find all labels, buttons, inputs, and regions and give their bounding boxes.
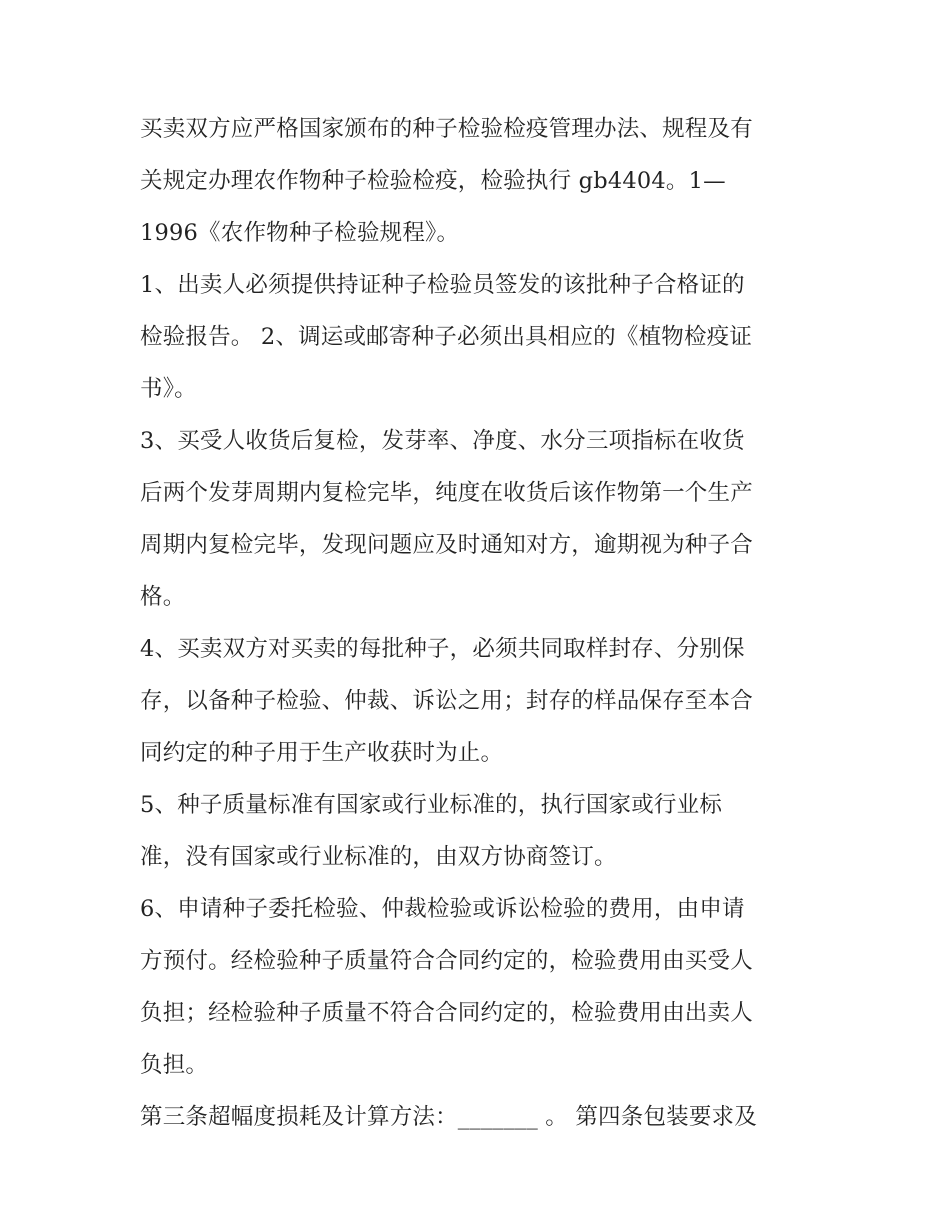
text-line: 6、申请种子委托检验、仲裁检验或诉讼检验的费用，由申请: [140, 896, 745, 922]
text-line: 检验报告。 2、调运或邮寄种子必须出具相应的《植物检疫证: [140, 324, 753, 350]
text-line: 书》。: [140, 376, 197, 402]
document-body: [140, 103, 820, 1143]
text-line: 3、买受人收货后复检，发芽率、净度、水分三项指标在收货: [140, 428, 745, 454]
text-line: 1996《农作物种子检验规程》。: [140, 220, 460, 246]
text-line: 1、出卖人必须提供持证种子检验员签发的该批种子合格证的: [140, 272, 745, 298]
text-line: 方预付。经检验种子质量符合合同约定的，检验费用由买受人: [140, 948, 753, 974]
text-line: 负担；经检验种子质量不符合合同约定的，检验费用由出卖人: [140, 1000, 753, 1026]
text-line: 存，以备种子检验、仲裁、诉讼之用；封存的样品保存至本合: [140, 688, 753, 714]
text-line: 周期内复检完毕，发现问题应及时通知对方，逾期视为种子合: [140, 532, 753, 558]
text-line: 5、种子质量标准有国家或行业标准的，执行国家或行业标: [140, 792, 723, 818]
text-line: 格。: [140, 584, 186, 610]
text-line: 负担。: [140, 1052, 209, 1078]
text-line: 买卖双方应严格国家颁布的种子检验检疫管理办法、规程及有: [140, 116, 753, 142]
text-line: 4、买卖双方对买卖的每批种子，必须共同取样封存、分别保: [140, 636, 745, 662]
text-line: 同约定的种子用于生产收获时为止。: [140, 740, 504, 766]
text-line: 关规定办理农作物种子检验检疫，检验执行 gb4404。1—: [140, 168, 726, 194]
text-line: 准，没有国家或行业标准的，由双方协商签订。: [140, 844, 617, 870]
text-line: 后两个发芽周期内复检完毕，纯度在收货后该作物第一个生产: [140, 480, 753, 506]
text-line: 第三条超幅度损耗及计算方法：_______ 。 第四条包装要求及: [140, 1104, 757, 1130]
